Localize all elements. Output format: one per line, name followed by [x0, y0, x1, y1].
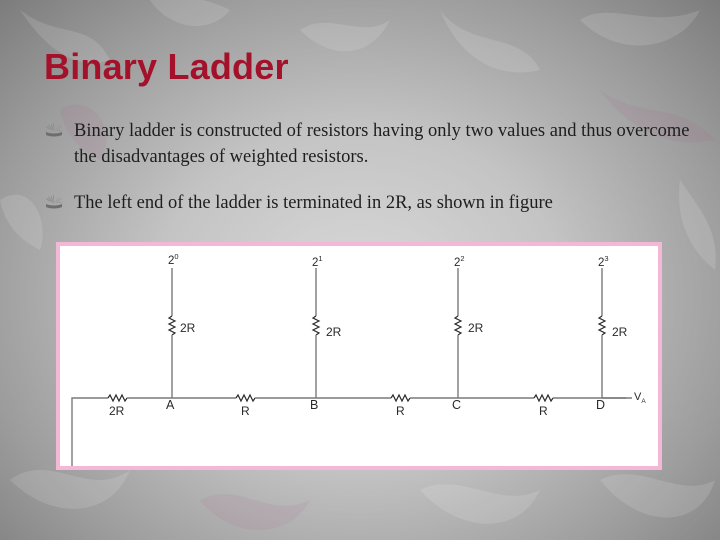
branch-resistor-label: 2R: [612, 325, 628, 339]
series-resistor-label: R: [396, 404, 405, 418]
bit-label-3: $2^3$: [598, 254, 609, 269]
node-label: D: [596, 398, 606, 412]
bullet-text: The left end of the ladder is terminated in 2R, as shown in figure: [74, 193, 553, 213]
series-resistor-icon: [534, 395, 553, 401]
branch-resistor-label: 2R: [180, 321, 196, 335]
branch-resistor-icon: [313, 316, 319, 335]
slide-title: Binary Ladder: [44, 46, 289, 87]
bullet-text: Binary ladder is constructed of resistors having only two values and thus overcome the disadvantages of weighted resistors.: [74, 121, 690, 167]
bullet-icon: [44, 194, 64, 212]
bullet-item: [44, 190, 704, 216]
binary-ladder-circuit: [60, 246, 658, 466]
ground-wire: [72, 398, 82, 466]
bullet-list: [44, 118, 704, 236]
node-label: C: [452, 398, 462, 412]
circuit-figure: [56, 242, 662, 470]
series-resistor-icon: [391, 395, 410, 401]
output-label: $V_A$: [634, 391, 646, 405]
bit-label-2: $2^2$: [454, 254, 465, 269]
terminator-resistor-icon: [108, 395, 127, 401]
bit-label-0: $2^0$: [168, 252, 179, 267]
bullet-item: [44, 118, 704, 170]
series-resistor-icon: [236, 395, 255, 401]
branch-resistor-icon: [169, 316, 175, 335]
branch-resistor-label: 2R: [468, 321, 484, 335]
branch-resistor-label: 2R: [326, 325, 342, 339]
branch-resistor-icon: [455, 316, 461, 335]
node-label: B: [310, 398, 319, 412]
branch-resistor-icon: [599, 316, 605, 335]
terminator-resistor-label: 2R: [109, 404, 125, 418]
bit-label-1: $2^1$: [312, 254, 323, 269]
series-resistor-label: R: [241, 404, 250, 418]
bullet-icon: [44, 122, 64, 140]
node-label: A: [166, 398, 175, 412]
series-resistor-label: R: [539, 404, 548, 418]
